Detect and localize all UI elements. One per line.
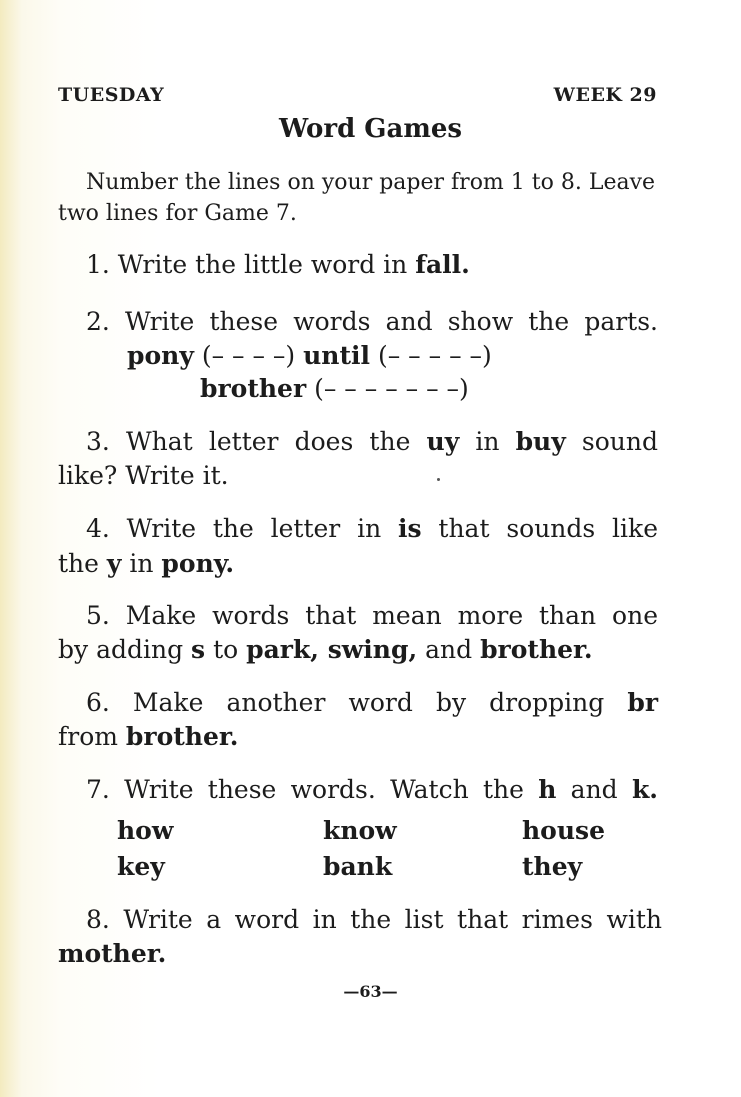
item-6-a: 6. Make another word by dropping [86,688,628,717]
item-4-is: is [398,514,422,543]
page-title: Word Games [278,114,463,144]
item-5-s: s [191,635,206,664]
item-5-c: to [205,635,247,664]
item-3-e: sound [565,427,658,456]
item-8-line-2: mother. [58,939,167,968]
item-8: 8. Write a word in the list that rimes with [86,905,662,934]
item-3 [86,427,658,456]
item-4-d: the [58,549,107,578]
word-list-item: they [522,852,583,881]
item-3-uy: uy [426,427,460,456]
day-header: TUESDAY [58,84,165,106]
instruction-line-2: two lines for Game 7. [58,201,297,226]
item-6-brother: brother. [125,722,239,751]
word-brother: brother [200,374,307,403]
item-5-e: and [417,635,481,664]
item-4-pony: pony. [161,549,235,578]
word-list-item: bank [323,852,393,881]
item-2-words-row2 [200,374,741,403]
word-until: until [303,341,371,370]
item-5-line-2 [58,635,658,664]
item-6-c: from [58,722,126,751]
item-6-br: br [627,688,658,717]
parts-brother: (– – – – – – –) [314,374,469,403]
item-6-line-2 [58,722,658,751]
item-2: 2. Write these words and show the parts. [86,307,658,336]
item-3-c: in [459,427,516,456]
item-1-bold: fall. [415,250,470,279]
item-2-words-row1 [127,341,727,370]
item-4-f: in [121,549,162,578]
item-3-line-2: like? Write it. [58,461,229,490]
word-list-item: key [117,852,165,881]
word-list-item: know [323,816,397,845]
parts-until: (– – – – –) [377,341,492,370]
item-4 [86,514,658,543]
parts-pony: (– – – –) [201,341,296,370]
item-1 [86,250,686,279]
item-3-a: 3. What letter does the [86,427,427,456]
item-3-buy: buy [515,427,566,456]
instruction-line-1: Number the lines on your paper from 1 to 8. Leave [86,170,656,195]
item-7-h: h [538,775,557,804]
item-7-c: and [556,775,632,804]
item-5-a: by adding [58,635,192,664]
word-pony: pony [127,341,194,370]
item-4-c: that sounds like [421,514,658,543]
item-1-text: 1. Write the little word in [86,250,416,279]
word-list-item: house [522,816,606,845]
item-7-a: 7. Write these words. Watch the [86,775,539,804]
item-5: 5. Make words that mean more than one [86,601,658,630]
item-6 [86,688,658,717]
print-speck [437,478,440,481]
item-4-a: 4. Write the letter in [86,514,398,543]
item-5-brother: brother. [480,635,593,664]
item-5-words: park, swing, [246,635,418,664]
word-list-item: how [117,816,174,845]
week-header: WEEK 29 [553,84,657,106]
item-7 [86,775,658,804]
page-number: —63— [343,982,398,1001]
item-4-y: y [106,549,122,578]
item-7-k: k. [631,775,658,804]
item-4-line-2 [58,549,658,578]
